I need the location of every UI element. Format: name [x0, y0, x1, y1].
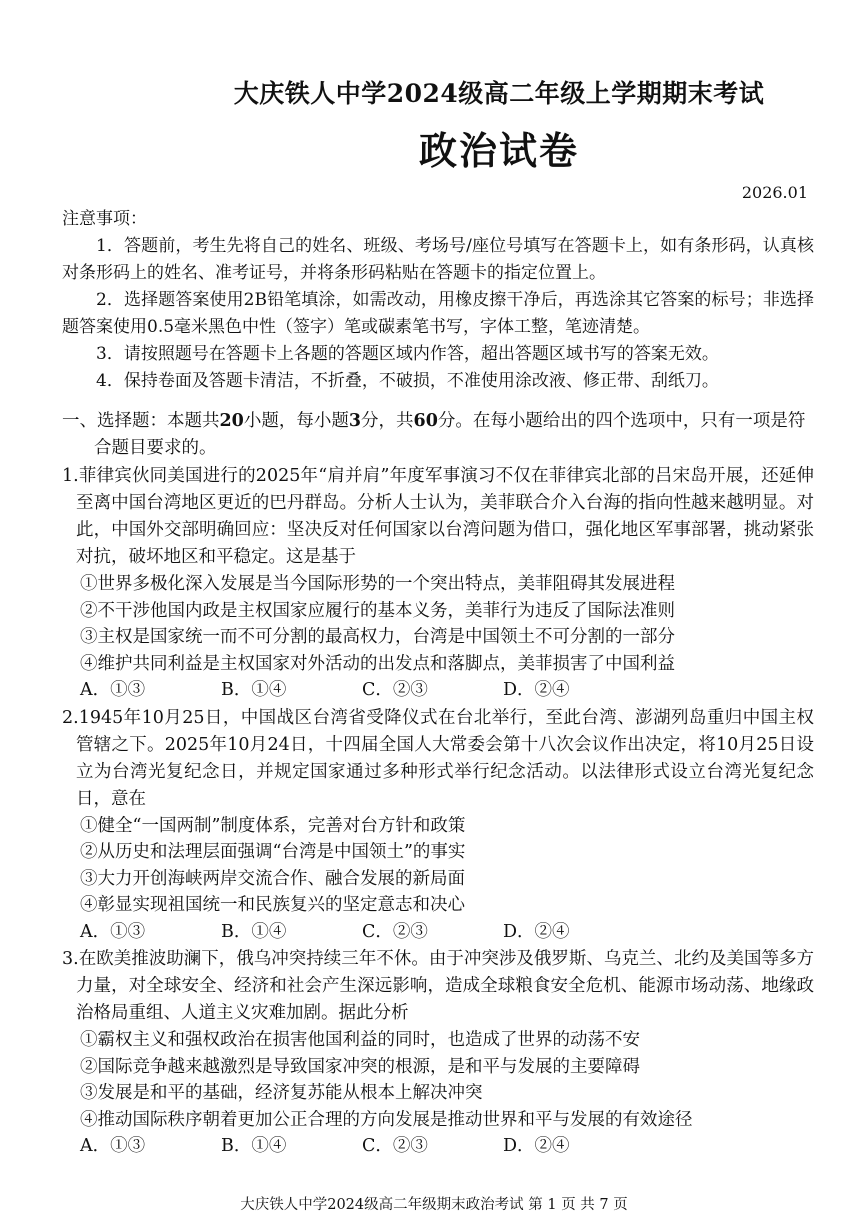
question-statement: ③大力开创海峡两岸交流合作、融合发展的新局面 [80, 868, 465, 889]
question-statement: ③发展是和平的基础，经济复苏能从根本上解决冲突 [80, 1083, 483, 1103]
choice-b: B．①④ [221, 921, 287, 942]
question-statement: ①健全“一国两制”制度体系，完善对台方针和政策 [80, 815, 466, 836]
answer-choices [62, 919, 814, 946]
question-statement: ②不干涉他国内政是主权国家应履行的基本义务，美菲行为违反了国际法准则 [80, 600, 675, 621]
choice-a: A．①③ [80, 921, 146, 942]
question-1 [62, 463, 814, 704]
question-statement: ①世界多极化深入发展是当今国际形势的一个突出特点，美菲阻碍其发展进程 [80, 574, 675, 594]
page-footer: 大庆铁人中学2024级高二年级期末政治考试 第 1 页 共 7 页 [240, 1197, 628, 1213]
exam-date: 2026.01 [741, 183, 808, 202]
question-stem: 1.菲律宾伙同美国进行的2025年“肩并肩”年度军事演习不仅在菲律宾北部的吕宋岛开展，还延伸至离中国台湾地区更近的巴丹群岛。分析人士认为，美菲联合介入台海的指向性越来越明显。对此，中国外交部明确回应：坚决反对任何国家以台湾问题为借口，强化地区军事部署，挑动紧张对抗，破坏地区和平稳定。这是基于 [62, 466, 814, 567]
answer-choices [62, 677, 814, 704]
section-heading: 一、选择题：本题共20小题，每小题3分，共60分。在每小题给出的四个选项中，只有一项是符合题目要求的。 [62, 411, 806, 458]
question-statement: ④彰显实现祖国统一和民族复兴的坚定意志和决心 [80, 895, 465, 915]
choice-c: C．②③ [362, 1136, 428, 1156]
notes-item: 1．答题前，考生先将自己的姓名、班级、考场号/座位号填写在答题卡上，如有条形码，认真核对条形码上的姓名、准考证号，并将条形码粘贴在答题卡的指定位置上。 [62, 236, 814, 283]
notes-block [62, 206, 814, 395]
question-2 [62, 705, 814, 946]
section-multiple-choice [62, 408, 814, 1160]
question-stem: 3.在欧美推波助澜下，俄乌冲突持续三年不休。由于冲突涉及俄罗斯、乌克兰、北约及美国等多方力量，对全球安全、经济和社会产生深远影响，造成全球粮食安全危机、能源市场动荡、地缘政治格局重组、人道主义灾难加剧。据此分析 [62, 949, 814, 1023]
total-pages: 7 [599, 1197, 609, 1213]
choice-c: C．②③ [362, 921, 428, 942]
answer-choices [62, 1133, 814, 1160]
question-statement: ④推动国际秩序朝着更加公正合理的方向发展是推动世界和平与发展的有效途径 [80, 1109, 693, 1130]
question-statement: ①霸权主义和强权政治在损害他国利益的同时，也造成了世界的动荡不安 [80, 1030, 640, 1050]
question-3 [62, 946, 814, 1160]
notes-item: 3．请按照题号在答题卡上各题的答题区域内作答，超出答题区域书写的答案无效。 [96, 344, 719, 364]
notes-item: 4．保持卷面及答题卡清洁，不折叠，不破损，不准使用涂改液、修正带、刮纸刀。 [96, 371, 719, 391]
question-statement: ④维护共同利益是主权国家对外活动的出发点和落脚点，美菲损害了中国利益 [80, 653, 675, 674]
choice-b: B．①④ [221, 1136, 287, 1156]
notes-item: 2．选择题答案使用2B铅笔填涂，如需改动，用橡皮擦干净后，再选涂其它答案的标号；非选择题答案使用0.5毫米黑色中性（签字）笔或碳素笔书写，字体工整，笔迹清楚。 [62, 290, 814, 337]
choice-a: A．①③ [80, 1136, 146, 1156]
question-statement: ③主权是国家统一而不可分割的最高权力，台湾是中国领土不可分割的一部分 [80, 627, 675, 647]
page-number: 1 [547, 1197, 557, 1213]
school-exam-title: 大庆铁人中学2024级高二年级上学期期末考试 [233, 79, 765, 108]
choice-a: A．①③ [80, 680, 146, 700]
notes-heading: 注意事项： [62, 209, 147, 229]
subject-title: 政治试卷 [418, 128, 579, 173]
choice-d: D．②④ [503, 680, 570, 700]
question-statement: ②从历史和法理层面强调“台湾是中国领土”的事实 [80, 842, 466, 862]
question-stem: 2.1945年10月25日，中国战区台湾省受降仪式在台北举行，至此台湾、澎湖列岛重归中国主权管辖之下。2025年10月24日，十四届全国人大常委会第十八次会议作出决定，将10月25日设立为台湾光复纪念日，并规定国家通过多种形式举行纪念活动。以法律形式设立台湾光复纪念日，意在 [62, 707, 814, 809]
choice-c: C．②③ [362, 680, 428, 700]
question-statement: ②国际竞争越来越激烈是导致国家冲突的根源，是和平与发展的主要障碍 [80, 1056, 640, 1077]
choice-d: D．②④ [503, 1136, 570, 1156]
choice-b: B．①④ [221, 680, 287, 700]
choice-d: D．②④ [503, 921, 570, 942]
